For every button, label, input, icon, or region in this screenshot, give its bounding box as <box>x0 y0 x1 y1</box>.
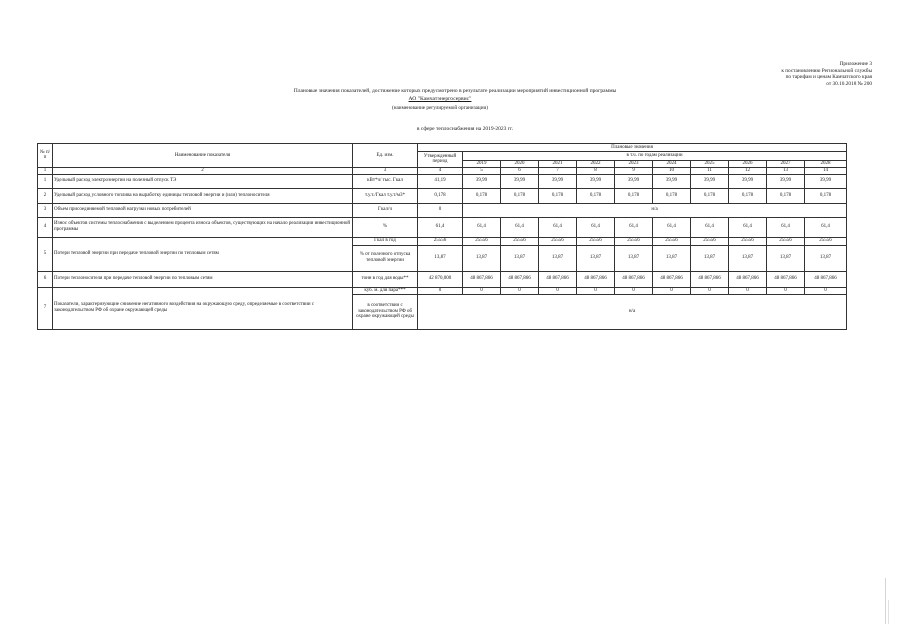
value-cell: 0,178 <box>539 188 577 203</box>
table-row <box>38 203 847 217</box>
value-cell: 39,99 <box>615 174 653 188</box>
value-cell: 13,87 <box>805 245 847 271</box>
value-cell: 39,99 <box>539 174 577 188</box>
table-row <box>38 174 847 188</box>
year-cell: 2021 <box>539 161 577 168</box>
value-cell: 0 <box>653 287 691 294</box>
value-cell: 25556 <box>805 237 847 245</box>
year-cell: 2025 <box>691 161 729 168</box>
value-cell: 42 870,000 <box>418 271 463 287</box>
year-cell: 2028 <box>805 161 847 168</box>
indicator-name: Потери теплоносителя при передаче тепловой энергии по тепловым сетям <box>53 271 353 287</box>
value-cell: 0 <box>805 287 847 294</box>
value-cell: 0 <box>501 287 539 294</box>
value-cell: 13,87 <box>577 245 615 271</box>
appendix-line-1: Приложение 3 <box>839 61 872 67</box>
sphere-subtitle: в сфере теплоснабжения на 2019-2023 гг. <box>416 126 514 132</box>
header-approved-period: Утвержденный период <box>418 152 463 168</box>
colnum-cell: 10 <box>653 167 691 174</box>
value-cell: 13,87 <box>729 245 767 271</box>
year-cell: 2019 <box>463 161 501 168</box>
value-cell: 0 <box>418 287 463 294</box>
table-row <box>38 188 847 203</box>
colnum-cell: 7 <box>539 167 577 174</box>
value-cell: 0 <box>463 287 501 294</box>
document-title: Плановые значения показателей, достижение которых предусмотрено в результате реализации мероприятий инвестиционной программы <box>293 88 617 94</box>
year-cell: 2027 <box>767 161 805 168</box>
table-row <box>38 237 847 245</box>
year-cell: 2024 <box>653 161 691 168</box>
colnum-cell: 9 <box>615 167 653 174</box>
value-cell: 0,178 <box>615 188 653 203</box>
value-cell: 25556 <box>767 237 805 245</box>
value-cell: 0,178 <box>767 188 805 203</box>
value-cell: 0 <box>691 287 729 294</box>
header-unit: Ед. изм. <box>353 144 418 168</box>
value-cell: 13,87 <box>767 245 805 271</box>
table-row <box>38 271 847 287</box>
column-numbers-row <box>38 167 847 174</box>
value-cell: 13,87 <box>501 245 539 271</box>
value-cell: 48 867,866 <box>539 271 577 287</box>
indicator-unit: % от полезного отпуска тепловой энергии <box>353 245 418 271</box>
value-cell: 61,4 <box>691 217 729 237</box>
value-cell: 48 867,866 <box>729 271 767 287</box>
indicator-name: Износ объектов системы теплоснабжения с выделением процента износа объектов, существующих на начало реализации инвестиционной программы <box>53 217 353 237</box>
value-cell: 48 867,866 <box>767 271 805 287</box>
indicator-unit: в соответствии с законодательством РФ об охране окружающей среды <box>353 294 418 329</box>
organization-caption: (наименование регулируемой организации) <box>391 105 488 111</box>
value-cell: 39,99 <box>577 174 615 188</box>
row-number: 3 <box>38 203 53 217</box>
value-cell: 39,99 <box>691 174 729 188</box>
row-number: 2 <box>38 188 53 203</box>
value-cell: 25556 <box>729 237 767 245</box>
indicators-table <box>37 143 847 330</box>
indicator-name: Удельный расход условного топлива на выработку единицы тепловой энергии и (или) теплоносителя <box>53 188 353 203</box>
value-cell: 39,99 <box>805 174 847 188</box>
appendix-header <box>781 61 872 87</box>
value-cell: 48 867,866 <box>463 271 501 287</box>
value-cell: 0,178 <box>691 188 729 203</box>
value-cell: 25556 <box>539 237 577 245</box>
value-cell: 41,19 <box>418 174 463 188</box>
value-cell: 0 <box>729 287 767 294</box>
indicator-name: Объем присоединяемой тепловой нагрузки новых потребителей <box>53 203 353 217</box>
value-cell: 61,4 <box>463 217 501 237</box>
indicator-unit: куб. м. для пара*** <box>353 287 418 294</box>
value-cell: 0,178 <box>501 188 539 203</box>
value-cell: 39,99 <box>463 174 501 188</box>
row-number: 4 <box>38 217 53 237</box>
colnum-cell: 1 <box>38 167 53 174</box>
value-cell: 0 <box>539 287 577 294</box>
indicator-unit: кВт*ч/ тыс. Гкал <box>353 174 418 188</box>
value-cell: 13,87 <box>539 245 577 271</box>
year-cell: 2023 <box>615 161 653 168</box>
row-number: 6 <box>38 271 53 287</box>
value-cell: 48 867,866 <box>615 271 653 287</box>
value-cell: 61,4 <box>539 217 577 237</box>
colnum-cell: 3 <box>353 167 418 174</box>
value-cell: 0,178 <box>729 188 767 203</box>
value-cell: 61,4 <box>767 217 805 237</box>
value-cell: 25556 <box>615 237 653 245</box>
colnum-cell: 8 <box>577 167 615 174</box>
appendix-line-3: по тарифам и ценам Камчатского края <box>785 74 872 81</box>
value-cell: 0,178 <box>418 188 463 203</box>
value-cell: 0 <box>577 287 615 294</box>
value-cell: 0 <box>615 287 653 294</box>
colnum-cell: 4 <box>418 167 463 174</box>
value-cell: 25556 <box>463 237 501 245</box>
row-number: 7 <box>38 287 53 329</box>
appendix-line-2: к постановлению Региональной службы <box>781 67 872 74</box>
appendix-line-4: от 30.10.2018 № 200 <box>826 80 872 87</box>
header-by-years: в т.ч. по годам реализации <box>463 152 847 161</box>
value-cell: 0,178 <box>577 188 615 203</box>
value-cell: 61,4 <box>615 217 653 237</box>
value-cell: 25556 <box>418 237 463 245</box>
value-cell: 13,87 <box>691 245 729 271</box>
year-cell: 2020 <box>501 161 539 168</box>
year-cell: 2022 <box>577 161 615 168</box>
not-applicable-cell: н/а <box>463 203 847 217</box>
value-cell: 13,87 <box>463 245 501 271</box>
value-cell: 25556 <box>577 237 615 245</box>
row-number: 5 <box>38 237 53 271</box>
value-cell: 48 867,866 <box>577 271 615 287</box>
value-cell: 48 867,866 <box>501 271 539 287</box>
header-name: Наименование показателя <box>53 144 353 168</box>
not-applicable-cell: н/а <box>418 294 847 329</box>
value-cell: 0,178 <box>805 188 847 203</box>
header-planned-values: Плановые значения <box>418 144 847 152</box>
value-cell: 61,4 <box>418 217 463 237</box>
header-row <box>38 144 847 152</box>
value-cell: 48 867,866 <box>691 271 729 287</box>
value-cell: 25556 <box>501 237 539 245</box>
value-cell: 61,4 <box>805 217 847 237</box>
value-cell: 25556 <box>691 237 729 245</box>
organization-name: АО "Камчатэнергосервис" <box>408 96 472 102</box>
indicator-unit: тонн в год для воды** <box>353 271 418 287</box>
value-cell: 13,87 <box>653 245 691 271</box>
value-cell: 0 <box>418 203 463 217</box>
value-cell: 39,99 <box>653 174 691 188</box>
value-cell: 0,178 <box>653 188 691 203</box>
value-cell: 48 867,866 <box>805 271 847 287</box>
colnum-cell: 13 <box>767 167 805 174</box>
value-cell: 0 <box>767 287 805 294</box>
colnum-cell: 6 <box>501 167 539 174</box>
indicator-name: Показатели, характеризующие снижение негативного воздействия на окружающую среду, определяемые в соответствии с законодательством РФ об охране окружающей среды <box>53 287 353 329</box>
value-cell: 48 867,866 <box>653 271 691 287</box>
colnum-cell: 11 <box>691 167 729 174</box>
indicator-name: Удельный расход электроэнергии на полезный отпуск ТЭ <box>53 174 353 188</box>
value-cell: 13,87 <box>615 245 653 271</box>
scan-artifact-line <box>888 600 889 624</box>
header-num: № п/п <box>38 144 53 168</box>
value-cell: 61,4 <box>501 217 539 237</box>
indicator-name: Потери тепловой энергии при передаче тепловой энергии по тепловым сетям <box>53 237 353 271</box>
indicator-unit: т.у.т./Гкал т.у.т/м3* <box>353 188 418 203</box>
value-cell: 61,4 <box>577 217 615 237</box>
indicator-unit: Гкал/ч <box>353 203 418 217</box>
colnum-cell: 12 <box>729 167 767 174</box>
value-cell: 25556 <box>653 237 691 245</box>
colnum-cell: 2 <box>53 167 353 174</box>
indicator-unit: % <box>353 217 418 237</box>
scan-artifact-line <box>885 578 886 624</box>
value-cell: 0,178 <box>463 188 501 203</box>
value-cell: 61,4 <box>729 217 767 237</box>
value-cell: 39,99 <box>729 174 767 188</box>
value-cell: 39,99 <box>767 174 805 188</box>
year-cell: 2026 <box>729 161 767 168</box>
indicator-unit: Гкал в год <box>353 237 418 245</box>
value-cell: 61,4 <box>653 217 691 237</box>
row-number: 1 <box>38 174 53 188</box>
value-cell: 39,99 <box>501 174 539 188</box>
value-cell: 13,87 <box>418 245 463 271</box>
table-row <box>38 287 847 294</box>
colnum-cell: 5 <box>463 167 501 174</box>
table-row <box>38 217 847 237</box>
colnum-cell: 14 <box>805 167 847 174</box>
